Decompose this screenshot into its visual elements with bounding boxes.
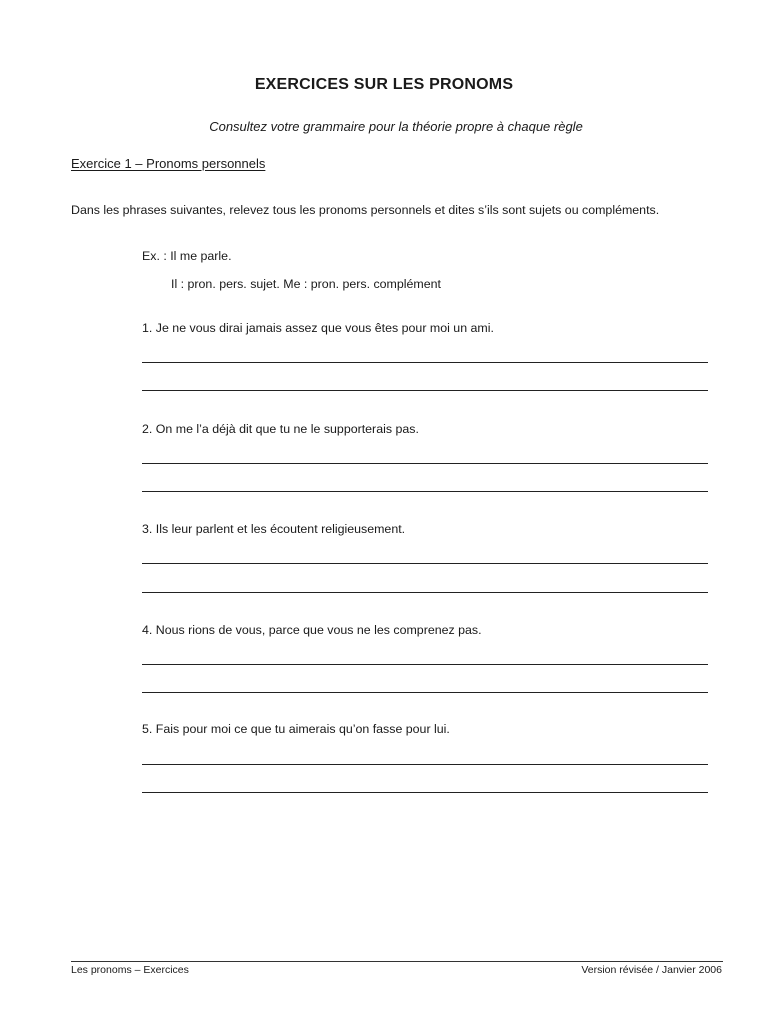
answer-line [142, 463, 708, 464]
question-1: 1. Je ne vous dirai jamais assez que vous êtes pour moi un ami. [142, 321, 494, 335]
answer-line [142, 664, 708, 665]
example-analysis: Il : pron. pers. sujet. Me : pron. pers. complément [171, 277, 441, 291]
footer-left-text: Les pronoms – Exercices [71, 964, 189, 976]
page-subtitle: Consultez votre grammaire pour la théorie propre à chaque règle [209, 119, 583, 134]
answer-line [142, 764, 708, 765]
page-title: EXERCICES SUR LES PRONOMS [254, 76, 514, 93]
question-2: 2. On me l’a déjà dit que tu ne le supporterais pas. [142, 422, 419, 436]
footer-right-text: Version révisée / Janvier 2006 [581, 964, 722, 976]
question-4: 4. Nous rions de vous, parce que vous ne les comprenez pas. [142, 623, 482, 637]
instruction-text: Dans les phrases suivantes, relevez tous les pronoms personnels et dites s’ils sont sujets ou compléments. [71, 203, 660, 217]
question-5: 5. Fais pour moi ce que tu aimerais qu’on fasse pour lui. [142, 722, 450, 736]
answer-line [142, 563, 708, 564]
section-heading: Exercice 1 – Pronoms personnels [71, 156, 266, 171]
question-3: 3. Ils leur parlent et les écoutent religieusement. [142, 522, 406, 536]
answer-line [142, 390, 708, 391]
answer-line [142, 491, 708, 492]
answer-line [142, 592, 708, 593]
footer-rule [71, 961, 723, 962]
answer-line [142, 362, 708, 363]
answer-line [142, 692, 708, 693]
example-sentence: Ex. : Il me parle. [142, 249, 232, 263]
answer-line [142, 792, 708, 793]
